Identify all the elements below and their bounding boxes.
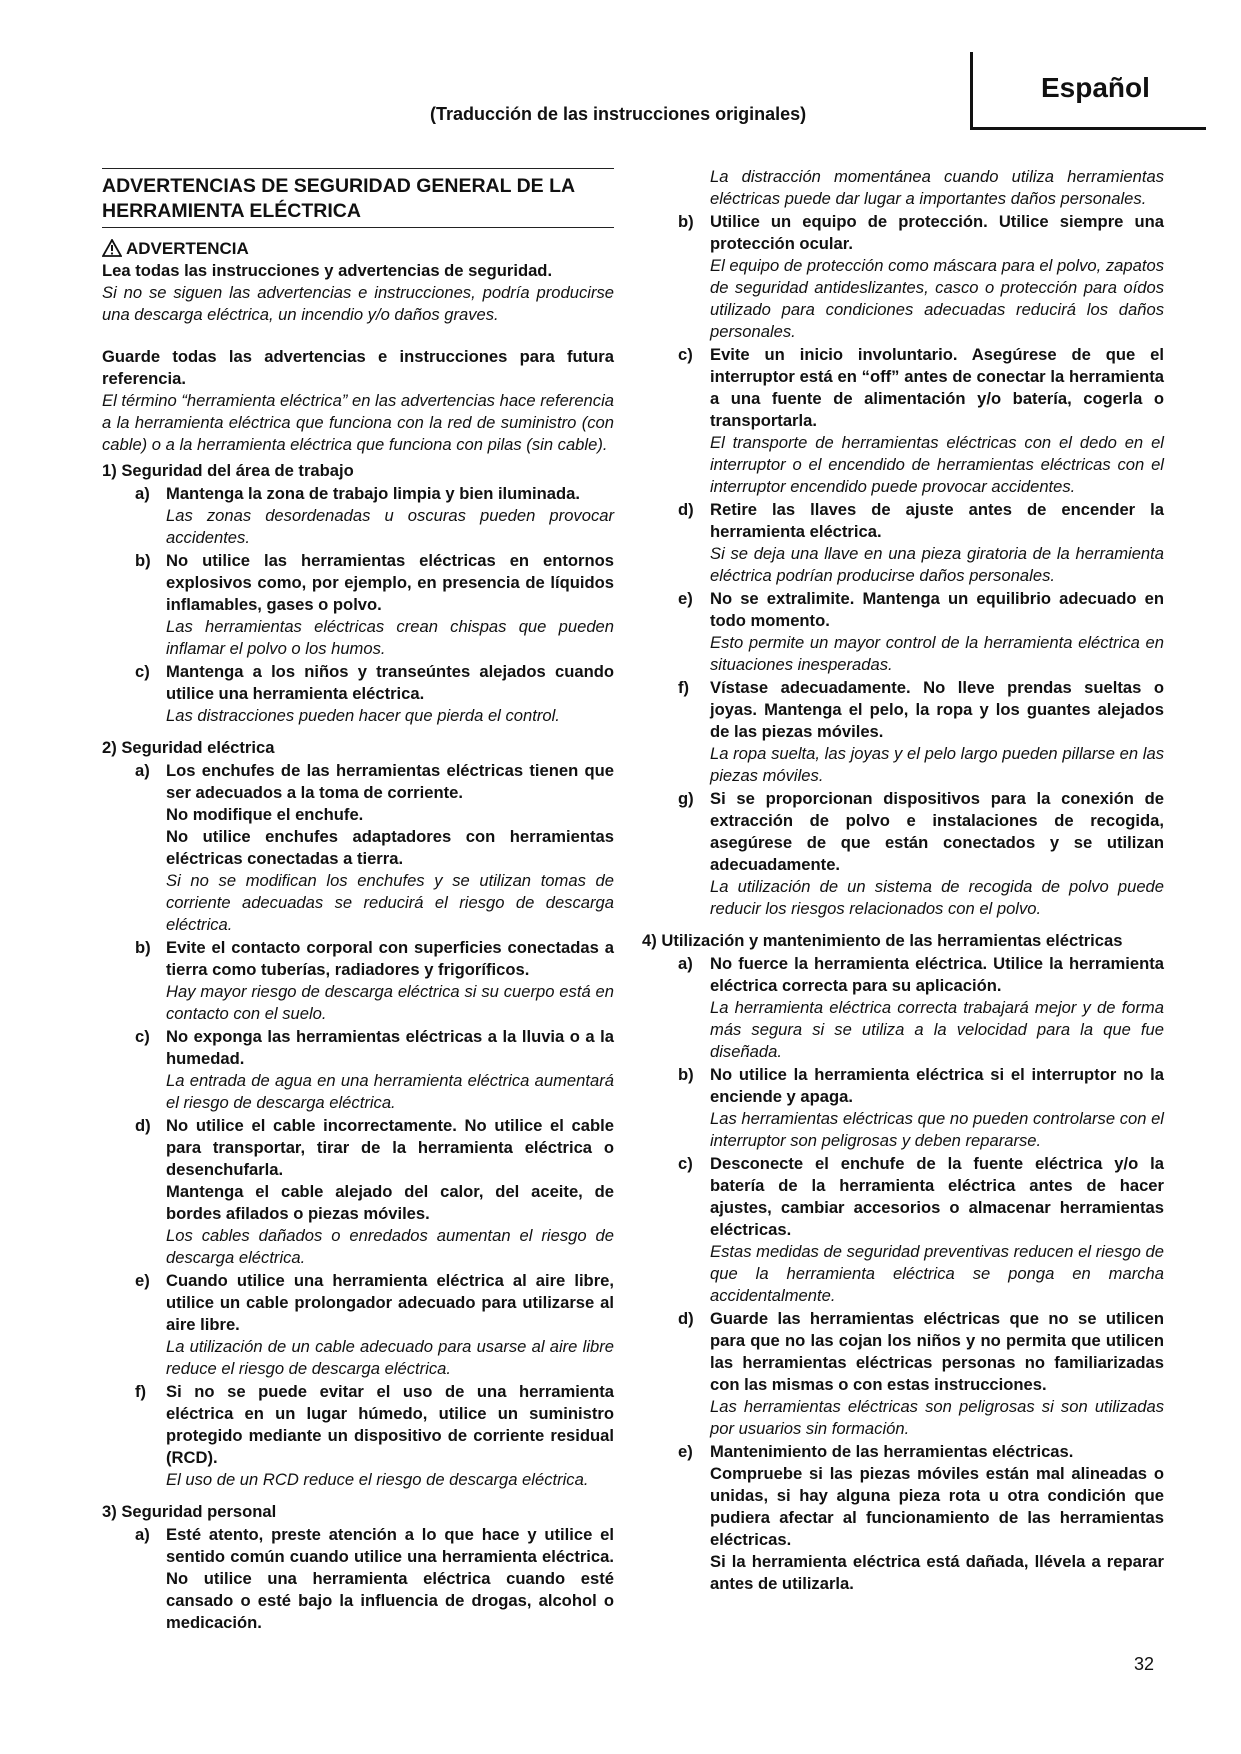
- s1-item-b: b) No utilice las herramientas eléctricas en entornos explosivos como, por ejemplo, en presencia de líquidos inflamables, gases o polvo. Las herramientas eléctricas crean chispas que pueden inflamar el polvo o los humos.: [135, 551, 614, 658]
- warning-italic: Si no se siguen las advertencias e instrucciones, podría producirse una descarga eléctrica, un incendio y/o daños graves.: [102, 283, 614, 324]
- s1-title: 1) Seguridad del área de trabajo: [102, 461, 354, 480]
- right-column: [634, 166, 1164, 1595]
- power-tool-definition: El término “herramienta eléctrica” en las advertencias hace referencia a la herramienta eléctrica que funciona con la red de suministro (con cable) o a la herramienta eléctrica que funciona con pilas (sin cable).: [102, 391, 614, 454]
- s3-item-d: d) Retire las llaves de ajuste antes de encender la herramienta eléctrica. Si se deja una llave en una pieza giratoria de la herramienta eléctrica podrían producirse daños personales.: [678, 500, 1164, 585]
- s3-item-c: c) Evite un inicio involuntario. Asegúrese de que el interruptor está en “off” antes de conectar la herramienta a una fuente de alimentación y/o batería, cogerla o transportarla. El transporte de herramientas eléctricas con el dedo en el interruptor o el encendido de herramientas eléctricas con el interruptor encendido puede provocar accidentes.: [678, 345, 1164, 496]
- warning-bold: Lea todas las instrucciones y advertencias de seguridad.: [102, 261, 553, 280]
- s2-item-e: e) Cuando utilice una herramienta eléctrica al aire libre, utilice un cable prolongador adecuado para utilizarse al aire libre. La utilización de un cable adecuado para usarse al aire libre reduce el riesgo de descarga eléctrica.: [135, 1271, 614, 1378]
- title-bottom-rule: [102, 227, 614, 228]
- s1-item-a: a) Mantenga la zona de trabajo limpia y bien iluminada. Las zonas desordenadas u oscuras pueden provocar accidentes.: [135, 484, 614, 547]
- keep-instructions: Guarde todas las advertencias e instrucciones para futura referencia.: [102, 347, 614, 388]
- warning-triangle-icon: [102, 239, 122, 257]
- s3-item-f: f) Vístase adecuadamente. No lleve prendas sueltas o joyas. Mantenga el pelo, la ropa y los guantes alejados de las piezas móviles. La ropa suelta, las joyas y el pelo largo pueden pillarse en las piezas móviles.: [678, 678, 1164, 785]
- warning-heading: ADVERTENCIA: [102, 238, 614, 260]
- s4-item-c: c) Desconecte el enchufe de la fuente eléctrica y/o la batería de la herramienta eléctrica antes de hacer ajustes, cambiar accesorios o almacenar herramientas eléctricas. Estas medidas de seguridad preventivas reducen el riesgo de que la herramienta eléctrica se ponga en marcha accidentalmente.: [678, 1154, 1164, 1305]
- s4-item-a: a) No fuerce la herramienta eléctrica. Utilice la herramienta eléctrica correcta para su aplicación. La herramienta eléctrica correcta trabajará mejor y de forma más segura si se utiliza a la velocidad para la que fue diseñada.: [678, 954, 1164, 1061]
- s3-item-b: b) Utilice un equipo de protección. Utilice siempre una protección ocular. El equipo de protección como máscara para el polvo, zapatos de seguridad antideslizantes, casco o protección para oídos utilizado para condiciones adecuadas reducirá los daños personales.: [678, 212, 1164, 341]
- section-title: ADVERTENCIAS DE SEGURIDAD GENERAL DE LA HERRAMIENTA ELÉCTRICA: [102, 175, 576, 222]
- s4-title: 4) Utilización y mantenimiento de las herramientas eléctricas: [642, 931, 1123, 950]
- s2-item-f: f) Si no se puede evitar el uso de una herramienta eléctrica en un lugar húmedo, utilice un suministro protegido mediante un dispositivo de corriente residual (RCD). El uso de un RCD reduce el riesgo de descarga eléctrica.: [135, 1382, 614, 1489]
- s2-item-a: a) Los enchufes de las herramientas eléctricas tienen que ser adecuados a la toma de corriente. No modifique el enchufe. No utilice enchufes adaptadores con herramientas eléctricas conectadas a tierra. Si no se modifican los enchufes y se utilizan tomas de corriente adecuadas se reducirá el riesgo de descarga eléctrica.: [135, 761, 614, 934]
- s1-item-c: c) Mantenga a los niños y transeúntes alejados cuando utilice una herramienta eléctrica. Las distracciones pueden hacer que pierda el control.: [135, 662, 614, 725]
- left-column: [102, 168, 614, 1634]
- s2-item-b: b) Evite el contacto corporal con superficies conectadas a tierra como tuberías, radiadores y frigoríficos. Hay mayor riesgo de descarga eléctrica si su cuerpo está en contacto con el suelo.: [135, 938, 614, 1023]
- s3-item-e: e) No se extralimite. Mantenga un equilibrio adecuado en todo momento. Esto permite un mayor control de la herramienta eléctrica en situaciones inesperadas.: [678, 589, 1164, 674]
- s2-title: 2) Seguridad eléctrica: [102, 738, 275, 757]
- s2-item-d: d) No utilice el cable incorrectamente. No utilice el cable para transportar, tirar de la herramienta eléctrica o desenchufarla. Mantenga el cable alejado del calor, del aceite, de bordes afilados o piezas móviles. Los cables dañados o enredados aumentan el riesgo de descarga eléctrica.: [135, 1116, 614, 1267]
- s4-item-d: d) Guarde las herramientas eléctricas que no se utilicen para que no las cojan los niños y no permita que utilicen las herramientas eléctricas personas no familiarizadas con las mismas o con estas instrucciones. Las herramientas eléctricas son peligrosas si son utilizadas por usuarios sin formación.: [678, 1309, 1164, 1438]
- s4-item-e: e) Mantenimiento de las herramientas eléctricas. Compruebe si las piezas móviles están mal alineadas o unidas, si hay alguna pieza rota u otra condición que pudiera afectar al funcionamiento de las herramientas eléctricas. Si la herramienta eléctrica está dañada, llévela a reparar antes de utilizarla.: [678, 1442, 1164, 1593]
- page-number: 32: [1134, 1654, 1155, 1674]
- s3-item-a: a) Esté atento, preste atención a lo que hace y utilice el sentido común cuando utilice una herramienta eléctrica. No utilice una herramienta eléctrica cuando esté cansado o esté bajo la influencia de drogas, alcohol o medicación.: [135, 1525, 614, 1632]
- s3-item-g: g) Si se proporcionan dispositivos para la conexión de extracción de polvo e instalaciones de recogida, asegúrese de que están conectados y se utilizan adecuadamente. La utilización de un sistema de recogida de polvo puede reducir los riesgos relacionados con el polvo.: [678, 789, 1164, 918]
- s2-item-c: c) No exponga las herramientas eléctricas a la lluvia o a la humedad. La entrada de agua en una herramienta eléctrica aumentará el riesgo de descarga eléctrica.: [135, 1027, 614, 1112]
- language-label: Español: [1041, 72, 1150, 103]
- s3-item-a-continued: La distracción momentánea cuando utiliza herramientas eléctricas puede dar lugar a importantes daños personales.: [710, 167, 1164, 208]
- s4-item-b: b) No utilice la herramienta eléctrica si el interruptor no la enciende y apaga. Las herramientas eléctricas que no pueden controlarse con el interruptor son peligrosas y deben repararse.: [678, 1065, 1164, 1150]
- s3-title: 3) Seguridad personal: [102, 1502, 277, 1521]
- language-tab: [970, 52, 1206, 130]
- translation-note: (Traducción de las instrucciones originales): [430, 104, 807, 124]
